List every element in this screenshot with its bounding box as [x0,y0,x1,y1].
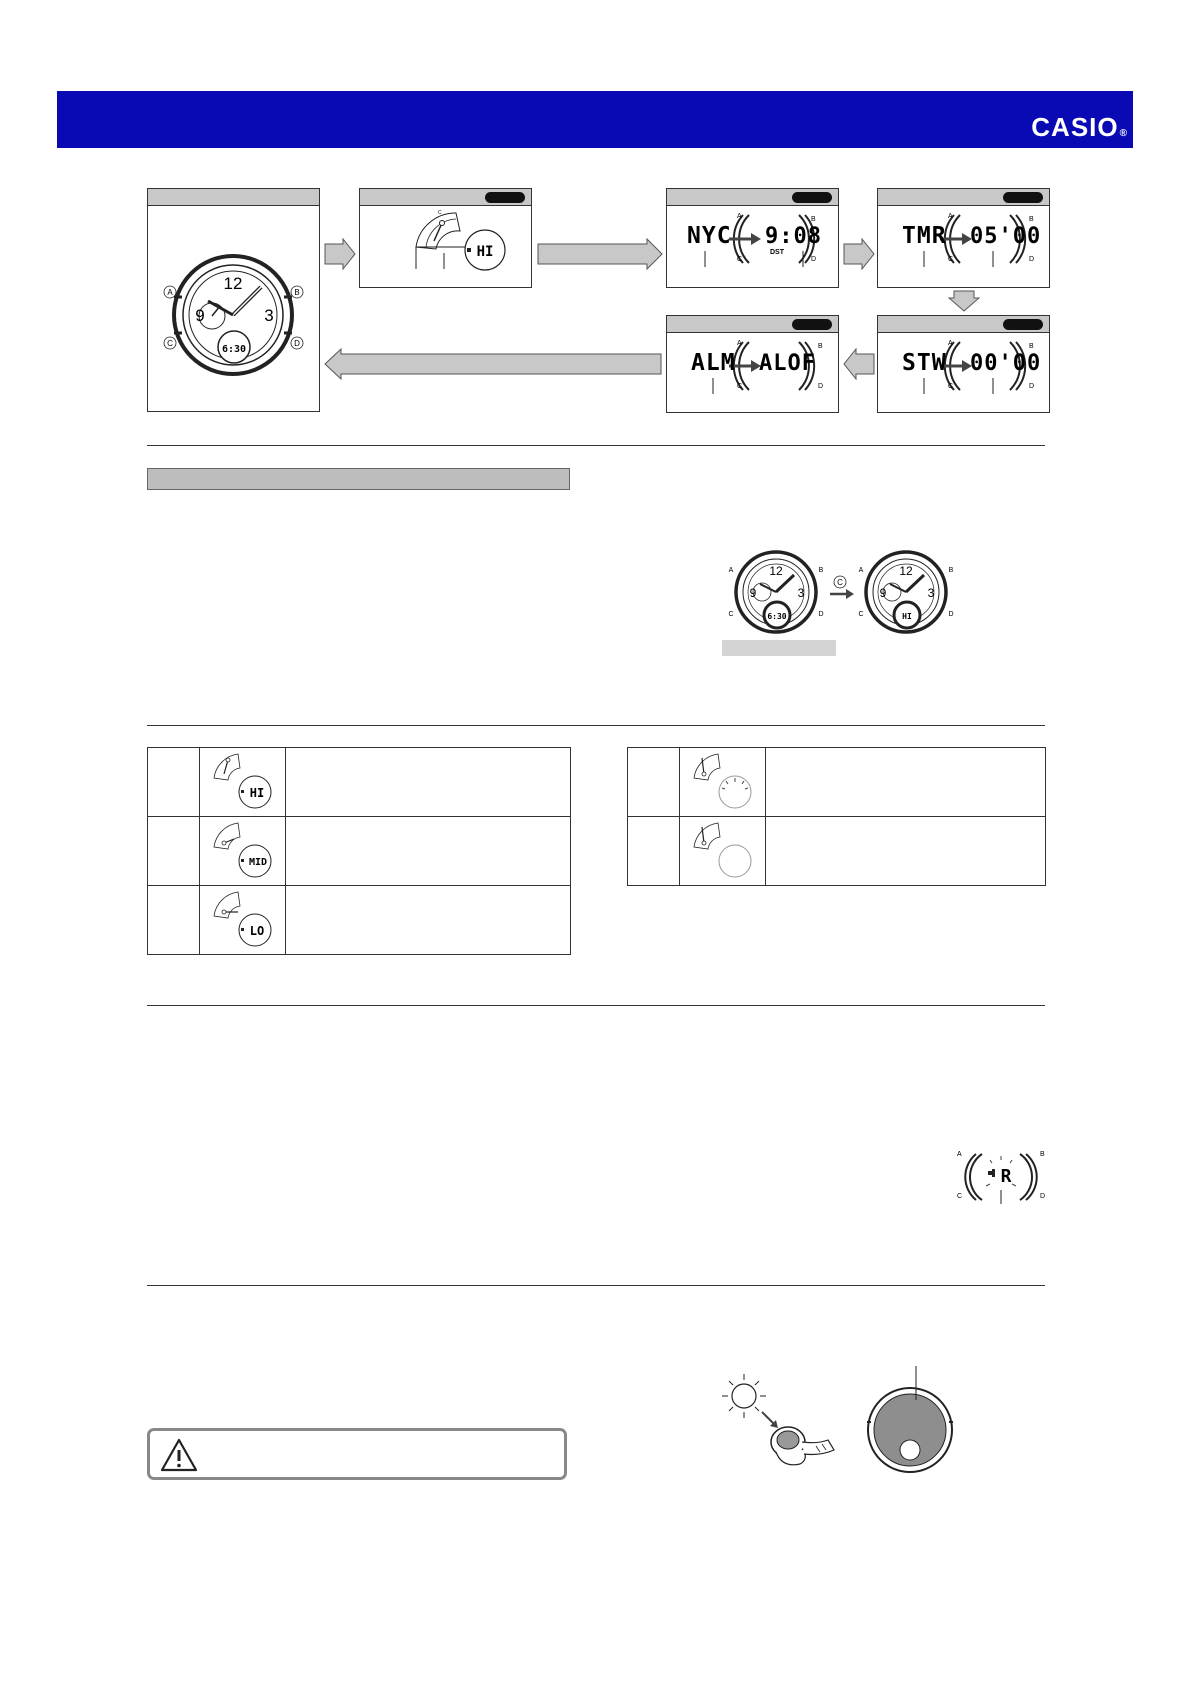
table-row [628,748,1046,817]
charge-check-illustration [720,548,965,646]
section-divider [147,445,1045,446]
svg-text:A: A [858,567,864,574]
svg-text:9: 9 [195,306,205,325]
svg-text:HI: HI [476,244,494,260]
svg-text:D: D [811,256,817,263]
panel-world-time [666,188,839,288]
svg-text:C: C [737,256,743,263]
svg-text:D: D [1029,383,1035,390]
stopwatch-mode-code: STW [902,350,947,376]
dst-indicator: DST [770,249,784,256]
svg-text:B: B [1040,1151,1045,1158]
svg-text:9: 9 [879,586,887,600]
flow-arrow-right-icon [843,238,875,270]
svg-text:B: B [1029,216,1034,223]
flow-arrow-right-icon [324,238,356,270]
warning-triangle-icon [160,1437,198,1473]
svg-text:A: A [957,1151,962,1158]
svg-text:D: D [948,611,954,618]
charge-empty-icon [680,817,765,880]
recovery-display-icon [954,1148,1048,1206]
watch-strap-icon [771,1427,834,1465]
alarm-mode-code: ALM [691,350,736,376]
charge-hand-icon [360,205,531,287]
svg-text:C: C [837,578,843,587]
svg-text:6:30: 6:30 [221,344,247,355]
svg-text:MID: MID [248,857,268,868]
table-row [628,817,1046,886]
timer-mode-code: TMR [902,223,947,249]
charge-level-table-right [627,747,1046,886]
panel-timekeeping [147,188,320,412]
flow-arrow-left-long-icon [324,348,662,380]
section-divider [147,725,1045,726]
charge-level-table-left [147,747,571,955]
world-time-value: 9:08 [765,224,822,249]
section-heading-bar [147,468,570,490]
flow-arrow-right-long-icon [537,238,663,270]
svg-text:D: D [294,339,300,348]
svg-text:A: A [167,288,173,297]
svg-text:9: 9 [749,586,757,600]
table-row [148,886,571,955]
flow-arrow-left-icon [843,348,875,380]
sun-icon [722,1374,766,1418]
svg-text:A: A [948,213,953,220]
svg-text:D: D [818,383,824,390]
svg-text:B: B [818,567,824,574]
svg-text:C: C [957,1193,963,1200]
svg-text:12: 12 [769,564,783,578]
header-bar [57,91,1133,148]
panel-stopwatch [877,315,1050,413]
svg-text:D: D [818,611,824,618]
svg-text:6:30: 6:30 [767,612,787,621]
svg-text:C: C [948,383,954,390]
svg-text:R: R [1000,1166,1012,1187]
svg-text:A: A [737,340,742,347]
watch-face-icon [148,205,319,411]
svg-text:B: B [811,216,816,223]
svg-text:12: 12 [223,274,243,293]
charge-lo-icon [200,886,285,949]
section-divider [147,1285,1045,1286]
charge-low-flashing-icon [680,748,765,811]
svg-text:HI: HI [902,612,912,621]
svg-text:3: 3 [264,306,274,325]
svg-text:12: 12 [899,564,913,578]
solar-charging-illustration [716,1360,972,1480]
section-divider [147,1005,1045,1006]
svg-text:A: A [737,213,742,220]
table-row [148,748,571,817]
svg-text:D: D [1029,256,1035,263]
svg-text:A: A [728,567,734,574]
svg-text:B: B [294,288,300,297]
charge-hi-icon [200,748,285,811]
flow-arrow-down-icon [948,290,980,312]
solar-cell-dial-icon [867,1366,953,1472]
svg-text:3: 3 [797,586,805,600]
world-time-city: NYC [687,223,732,249]
charge-mid-icon [200,817,285,880]
svg-text:3: 3 [927,586,935,600]
svg-text:D: D [1040,1193,1046,1200]
svg-text:LO: LO [249,924,265,938]
svg-text:C: C [728,611,734,618]
panel-charge-indicator [359,188,532,288]
caution-box [147,1428,567,1480]
table-row [148,817,571,886]
svg-text:B: B [948,567,954,574]
panel-timer [877,188,1050,288]
svg-text:A: A [948,340,953,347]
svg-text:C: C [438,210,442,216]
caption-bar [722,640,836,656]
stopwatch-value: 00'00 [970,351,1042,376]
svg-text:B: B [1029,343,1034,350]
svg-text:HI: HI [249,786,265,800]
alarm-value: ALOF [759,351,816,376]
svg-text:C: C [737,383,743,390]
panel-alarm [666,315,839,413]
svg-text:C: C [948,256,954,263]
svg-text:C: C [858,611,864,618]
casio-logo: CASIO® [1031,112,1128,142]
svg-text:B: B [818,343,823,350]
timer-value: 05'00 [970,224,1042,249]
svg-text:C: C [167,339,173,348]
